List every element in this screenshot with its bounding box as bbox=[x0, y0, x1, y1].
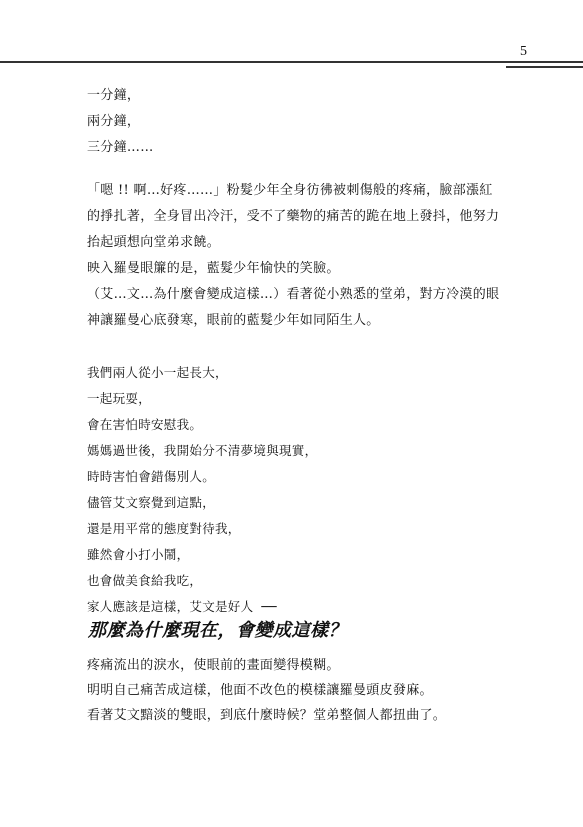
memory-passage bbox=[87, 360, 527, 620]
closing-line: 看著艾文黯淡的雙眼，到底什麼時候？堂弟整個人都扭曲了。 bbox=[87, 708, 447, 723]
memory-line: 儘管艾文察覺到這點， bbox=[87, 495, 216, 510]
header-rule bbox=[0, 61, 583, 63]
narrative-line: 「嗯 !! 啊…好疼……」粉髮少年全身彷彿被刺傷般的疼痛，臉部漲紅 bbox=[87, 183, 493, 198]
count-line: 一分鐘， bbox=[87, 88, 141, 103]
memory-line: 我們兩人從小一起長大， bbox=[87, 365, 228, 380]
narrative-line: 神讓羅曼心底發寒，眼前的藍髮少年如同陌生人。 bbox=[87, 313, 380, 328]
narrative-line: 抬起頭想向堂弟求饒。 bbox=[87, 235, 221, 250]
counting-lines bbox=[87, 83, 527, 161]
header-rule-accent bbox=[506, 66, 583, 68]
narrative-line: （艾…文…為什麼會變成這樣…）看著從小熟悉的堂弟，對方冷漠的眼 bbox=[87, 287, 500, 302]
memory-line: 時時害怕會錯傷別人。 bbox=[87, 469, 216, 484]
memory-line: 也會做美食給我吃， bbox=[87, 573, 203, 588]
memory-line: 一起玩耍， bbox=[87, 391, 152, 406]
count-line: 三分鐘…… bbox=[87, 140, 154, 155]
page-number: 5 bbox=[520, 44, 527, 59]
narrative-line: 的掙扎著，全身冒出冷汗，受不了藥物的痛苦的跪在地上發抖，他努力 bbox=[87, 209, 500, 224]
memory-line: 會在害怕時安慰我。 bbox=[87, 417, 203, 432]
narrative-paragraph bbox=[87, 178, 527, 334]
count-line: 兩分鐘， bbox=[87, 114, 141, 129]
memory-line: 雖然會小打小鬧， bbox=[87, 547, 190, 562]
emphasis-heading: 那麼為什麼現在，會變成這樣？ bbox=[88, 620, 347, 641]
closing-line: 明明自己痛苦成這樣，他面不改色的模樣讓羅曼頭皮發麻。 bbox=[87, 683, 433, 698]
memory-line: 家人應該是這樣，艾文是好人 ── bbox=[87, 599, 277, 614]
memory-line: 還是用平常的態度對待我， bbox=[87, 521, 241, 536]
memory-line: 媽媽過世後，我開始分不清夢境與現實， bbox=[87, 443, 318, 458]
narrative-line: 映入羅曼眼簾的是，藍髮少年愉快的笑臉。 bbox=[87, 261, 340, 276]
closing-paragraph bbox=[87, 653, 527, 728]
closing-line: 疼痛流出的淚水，使眼前的畫面變得模糊。 bbox=[87, 658, 340, 673]
